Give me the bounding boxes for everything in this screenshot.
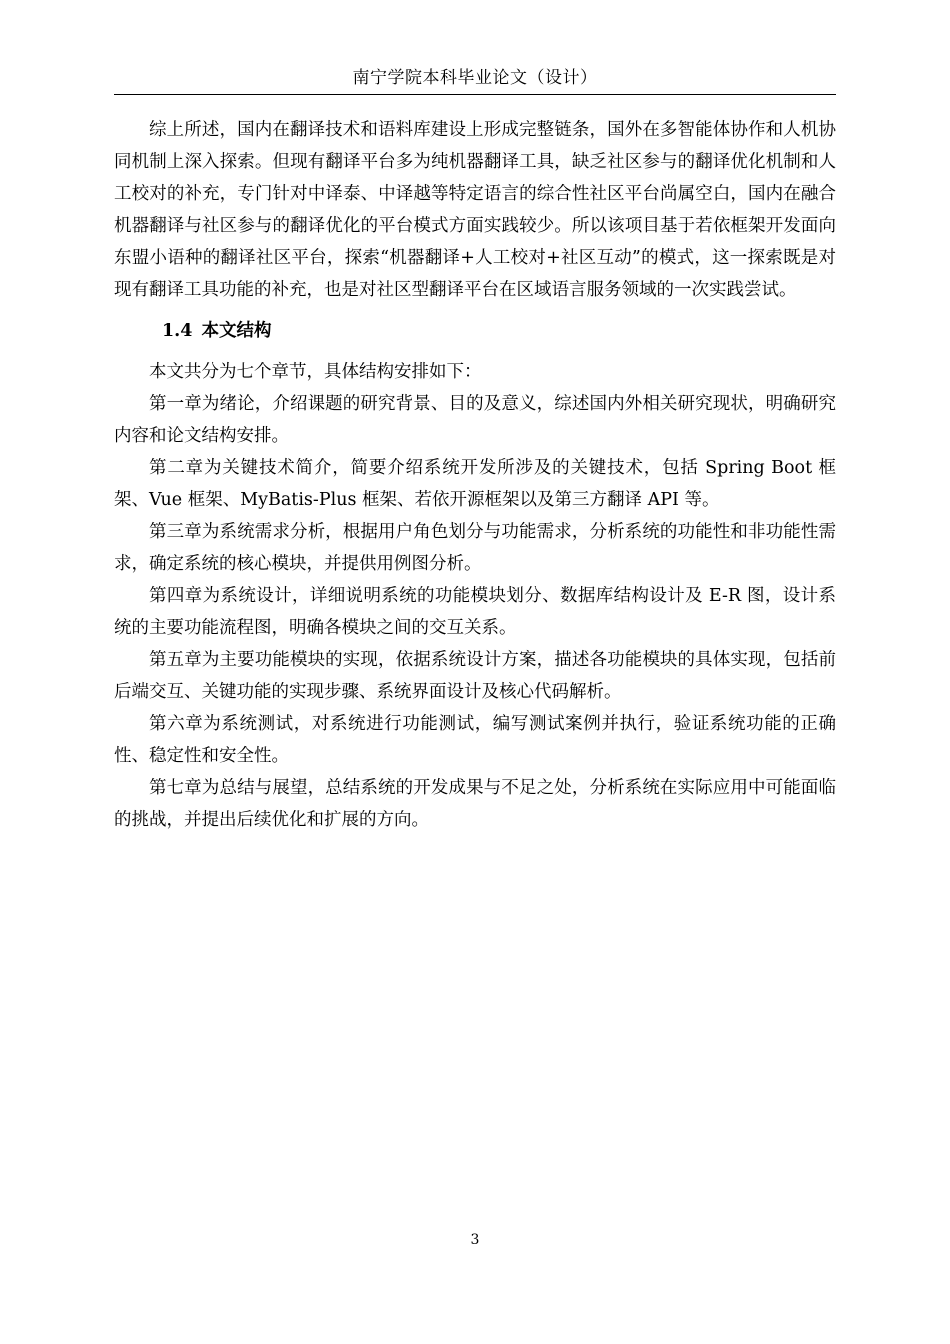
body-text: [114, 114, 836, 836]
section-heading: [162, 315, 836, 347]
chapter-1-paragraph: 第一章为绪论，介绍课题的研究背景、目的及意义，综述国内外相关研究现状，明确研究内容和论文结构安排。: [114, 394, 836, 446]
chapter-4-paragraph: 第四章为系统设计，详细说明系统的功能模块划分、数据库结构设计及 E-R 图，设计系统的主要功能流程图，明确各模块之间的交互关系。: [114, 586, 836, 638]
chapter-6-paragraph: 第六章为系统测试，对系统进行功能测试，编写测试案例并执行，验证系统功能的正确性、稳定性和安全性。: [114, 714, 836, 766]
chapter-7-paragraph: 第七章为总结与展望，总结系统的开发成果与不足之处，分析系统在实际应用中可能面临的挑战，并提出后续优化和扩展的方向。: [114, 778, 836, 830]
page-number: 3: [470, 1232, 480, 1248]
chapter-3-paragraph: 第三章为系统需求分析，根据用户角色划分与功能需求，分析系统的功能性和非功能性需求，确定系统的核心模块，并提供用例图分析。: [114, 522, 836, 574]
header-rule: [114, 94, 836, 95]
section-number: 1.4: [162, 321, 193, 341]
page-header-title: 南宁学院本科毕业论文（设计）: [352, 68, 598, 88]
summary-paragraph: 综上所述，国内在翻译技术和语料库建设上形成完整链条，国外在多智能体协作和人机协同机制上深入探索。但现有翻译平台多为纯机器翻译工具，缺乏社区参与的翻译优化机制和人工校对的补充，专门针对中译泰、中译越等特定语言的综合性社区平台尚属空白，国内在融合机器翻译与社区参与的翻译优化的平台模式方面实践较少。所以该项目基于若依框架开发面向东盟小语种的翻译社区平台，探索“机器翻译+人工校对+社区互动”的模式，这一探索既是对现有翻译工具功能的补充，也是对社区型翻译平台在区域语言服务领域的一次实践尝试。: [114, 120, 836, 300]
section-title: 本文结构: [201, 321, 272, 341]
chapter-2-paragraph: 第二章为关键技术简介，简要介绍系统开发所涉及的关键技术，包括 Spring Boot 框架、Vue 框架、MyBatis-Plus 框架、若依开源框架以及第三方翻译 API 等。: [114, 458, 836, 510]
structure-intro-paragraph: 本文共分为七个章节，具体结构安排如下：: [149, 362, 482, 382]
chapter-5-paragraph: 第五章为主要功能模块的实现，依据系统设计方案，描述各功能模块的具体实现，包括前后端交互、关键功能的实现步骤、系统界面设计及核心代码解析。: [114, 650, 836, 702]
